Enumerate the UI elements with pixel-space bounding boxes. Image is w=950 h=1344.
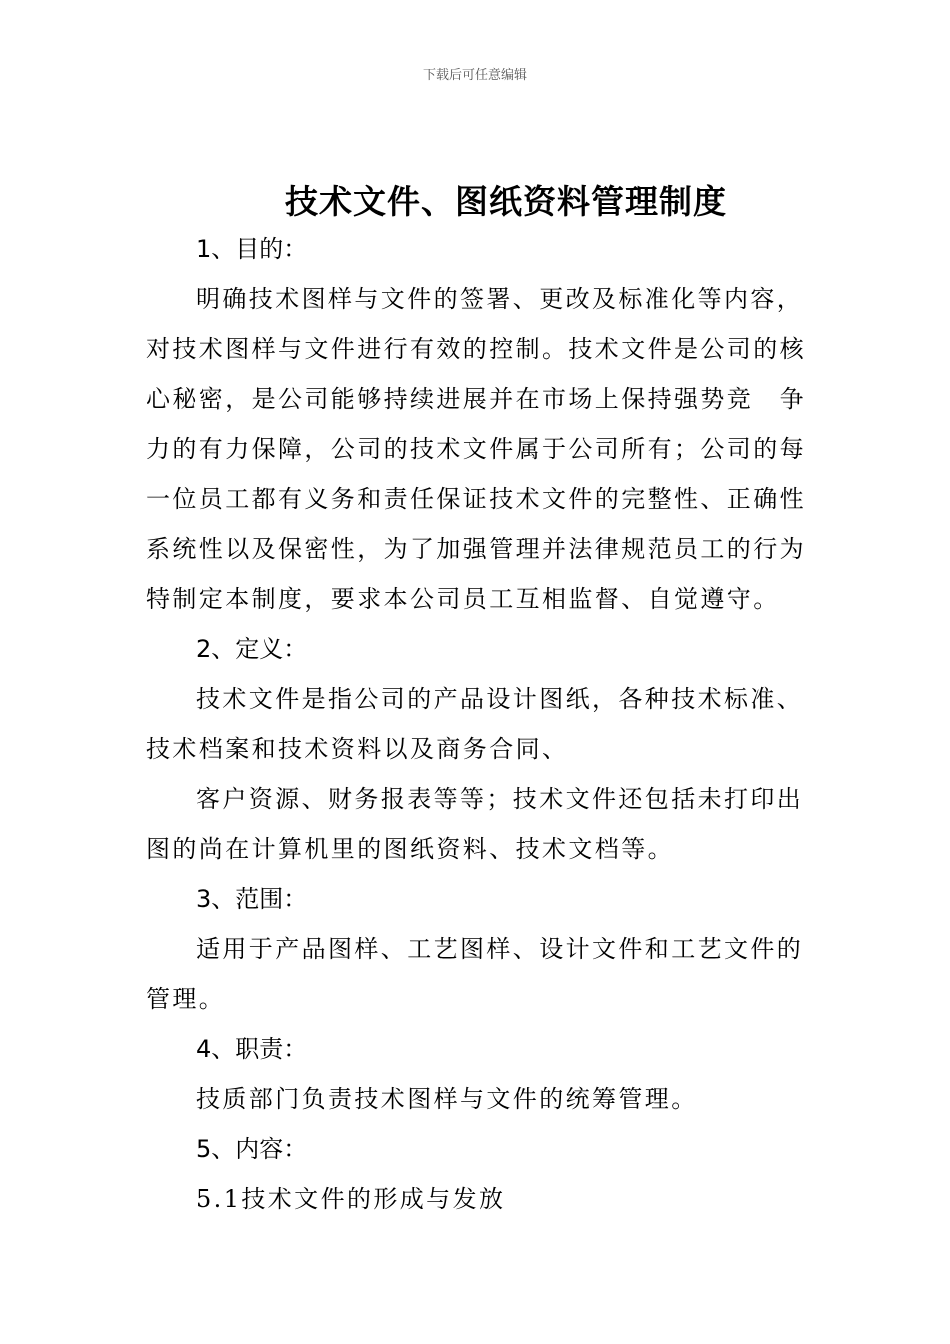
subsection-heading: 5.1技术文件的形成与发放 [196,1185,506,1213]
paragraph-line: 适用于产品图样、工艺图样、设计文件和工艺文件的 [196,935,804,963]
section-heading-content: 5、内容： [196,1135,308,1163]
paragraph-line: 管理。 [146,985,226,1013]
section-heading-duty: 4、职责： [196,1035,308,1063]
paragraph-line: 客户资源、财务报表等等；技术文件还包括未打印出 [196,785,804,813]
section-heading-purpose: 1、目的： [196,235,308,263]
paragraph-line: 技术文件是指公司的产品设计图纸，各种技术标准、 [196,685,804,713]
paragraph-line: 力的有力保障，公司的技术文件属于公司所有；公司的每 [146,435,806,463]
section-heading-scope: 3、范围： [196,885,308,913]
paragraph-line: 图的尚在计算机里的图纸资料、技术文档等。 [146,835,674,863]
section-heading-definition: 2、定义： [196,635,308,663]
header-note: 下载后可任意编辑 [422,68,527,83]
paragraph-line: 心秘密，是公司能够持续进展并在市场上保持强势竞 争 [146,385,806,413]
document-title: 技术文件、图纸资料管理制度 [285,182,727,221]
paragraph-line: 系统性以及保密性，为了加强管理并法律规范员工的行为 [146,535,806,563]
paragraph-line: 技术档案和技术资料以及商务合同、 [146,735,569,763]
paragraph-line: 一位员工都有义务和责任保证技术文件的完整性、正确性 [146,485,806,513]
paragraph-line: 技质部门负责技术图样与文件的统筹管理。 [196,1085,698,1113]
paragraph-line: 对技术图样与文件进行有效的控制。技术文件是公司的核 [146,335,806,363]
paragraph-line: 特制定本制度，要求本公司员工互相监督、自觉遵守。 [146,585,780,613]
paragraph-line: 明确技术图样与文件的签署、更改及标准化等内容， [196,285,804,313]
